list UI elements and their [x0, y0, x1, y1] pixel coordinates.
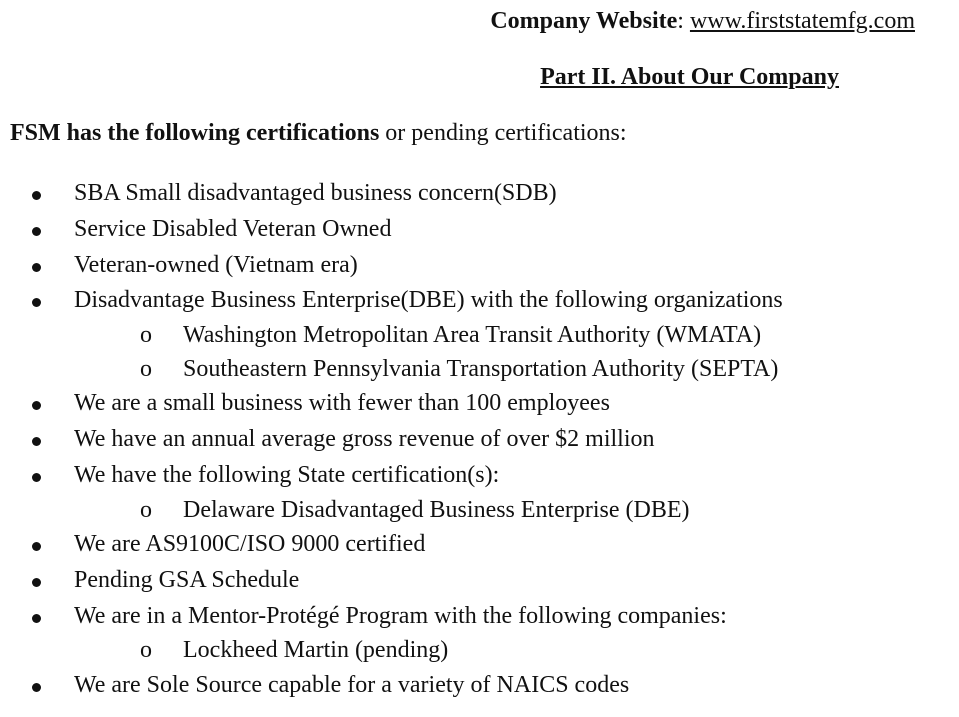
list-item-text: We are Sole Source capable for a variety of NAICS codes	[74, 671, 630, 698]
intro-bold: FSM has the following certifications	[10, 120, 380, 146]
bullet-icon	[32, 298, 41, 307]
list-item-text: Pending GSA Schedule	[74, 566, 300, 593]
bullet-icon	[32, 578, 41, 587]
bullet-icon	[32, 542, 41, 551]
list-item-text: SBA Small disadvantaged business concern(SDB)	[74, 180, 557, 206]
certification-list	[0, 176, 959, 704]
sub-bullet-marker: o	[140, 355, 152, 382]
list-item	[0, 212, 959, 248]
list-item	[0, 668, 959, 704]
sub-list-item-text: Southeastern Pennsylvania Transportation Authority (SEPTA)	[183, 355, 779, 382]
bullet-icon	[32, 473, 41, 482]
sub-list-item	[0, 353, 959, 387]
list-item-text: We are in a Mentor-Protégé Program with the following companies:	[74, 602, 727, 629]
bullet-icon	[32, 191, 41, 200]
sub-list-item-text: Delaware Disadvantaged Business Enterprise (DBE)	[183, 496, 690, 523]
sub-bullet-marker: o	[140, 496, 152, 523]
sub-list-item-text: Washington Metropolitan Area Transit Authority (WMATA)	[183, 322, 762, 349]
intro-sentence	[10, 120, 627, 147]
company-website-line	[490, 8, 915, 35]
list-item-text: We are a small business with fewer than 100 employees	[74, 390, 610, 417]
list-item-text: Veteran-owned (Vietnam era)	[74, 251, 358, 278]
sub-bullet-marker: o	[140, 637, 152, 664]
sub-list-item	[0, 634, 959, 668]
bullet-icon	[32, 401, 41, 410]
list-item	[0, 283, 959, 319]
bullet-icon	[32, 683, 41, 692]
bullet-icon	[32, 437, 41, 446]
list-item	[0, 386, 959, 422]
bullet-icon	[32, 227, 41, 236]
sub-list-item	[0, 319, 959, 353]
list-item-text: Disadvantage Business Enterprise(DBE) with the following organizations	[74, 287, 783, 314]
bullet-icon	[32, 263, 41, 272]
sub-list-item-text: Lockheed Martin (pending)	[183, 637, 449, 664]
list-item	[0, 248, 959, 284]
sub-list-item	[0, 494, 959, 528]
bullet-icon	[32, 614, 41, 623]
list-item	[0, 176, 959, 212]
sub-bullet-marker: o	[140, 322, 152, 349]
website-colon: :	[677, 8, 684, 34]
website-label: Company Website	[490, 8, 678, 34]
section-title: Part II. About Our Company	[540, 64, 839, 90]
list-item-text: We have an annual average gross revenue of over $2 million	[74, 425, 655, 452]
list-item-text: We are AS9100C/ISO 9000 certified	[74, 531, 426, 558]
list-item	[0, 458, 959, 494]
website-link[interactable]: www.firststatemfg.com	[689, 8, 915, 34]
list-item	[0, 563, 959, 599]
list-item-text: Service Disabled Veteran Owned	[74, 215, 392, 242]
list-item-text: We have the following State certification(s):	[74, 461, 500, 488]
list-item	[0, 527, 959, 563]
list-item	[0, 422, 959, 458]
list-item	[0, 599, 959, 635]
intro-rest: or pending certifications:	[379, 120, 627, 146]
